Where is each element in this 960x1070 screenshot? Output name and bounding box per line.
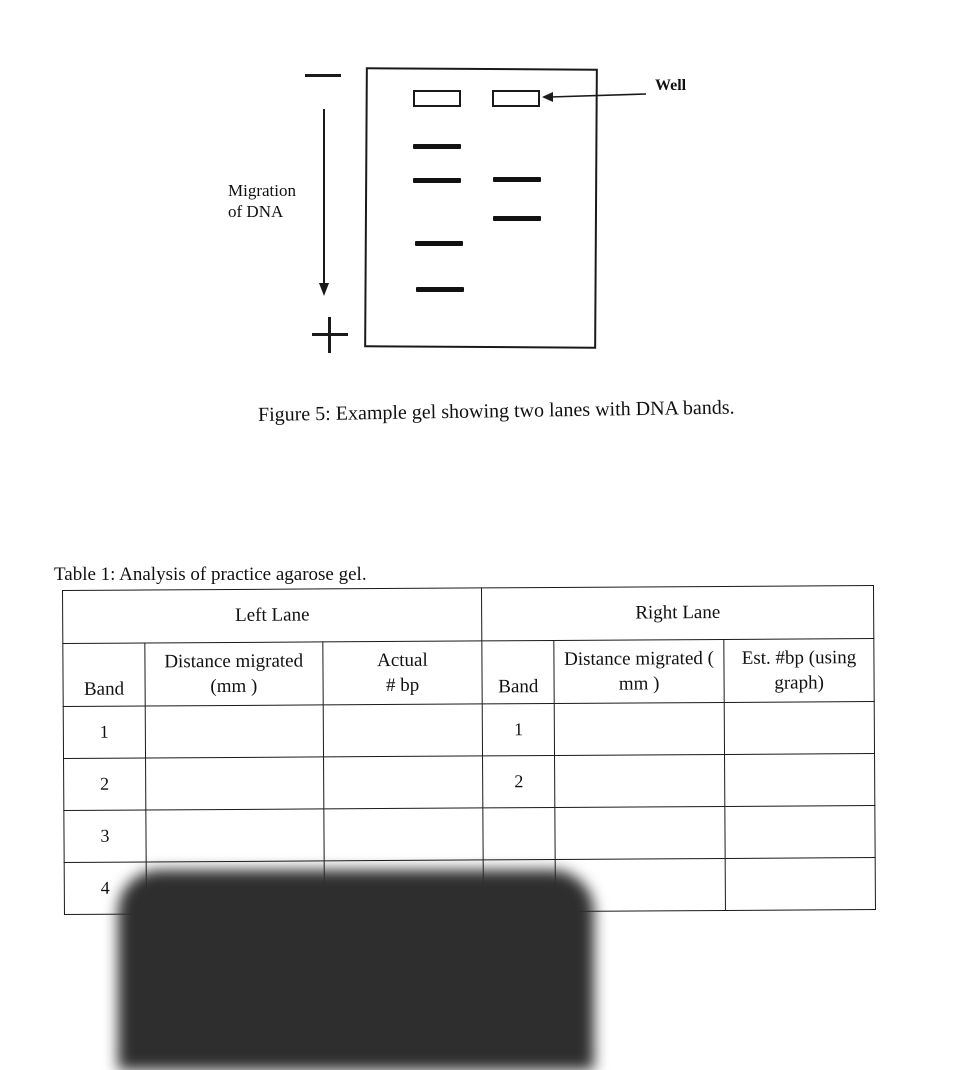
left-distance-cell[interactable] <box>145 705 323 758</box>
left-band-cell: 1 <box>63 706 145 758</box>
left-distance-col-label: Distance migrated (mm ) <box>164 650 304 698</box>
left-band-cell: 3 <box>64 810 146 862</box>
migration-label-line2: of DNA <box>228 202 284 221</box>
table-row <box>64 754 875 811</box>
left-distance-cell[interactable] <box>145 757 323 810</box>
right-est-bp-cell[interactable] <box>725 858 875 911</box>
right-est-bp-cell[interactable] <box>725 754 875 807</box>
right-band-cell: 2 <box>483 755 555 807</box>
positive-electrode-symbol-v <box>328 317 331 353</box>
left-lane-band-2 <box>413 178 461 183</box>
migration-label <box>228 180 296 222</box>
right-lane-header: Right Lane <box>482 586 874 641</box>
left-lane-band-3 <box>415 241 463 246</box>
left-lane-header: Left Lane <box>63 588 483 644</box>
left-band-col-header: Band <box>63 643 145 706</box>
table-title: Table 1: Analysis of practice agarose gel. <box>54 564 367 585</box>
right-lane-band-2 <box>493 216 541 221</box>
left-lane-well <box>413 90 461 107</box>
table-row <box>64 806 875 863</box>
right-band-col-header: Band <box>482 640 554 703</box>
right-lane-well <box>492 90 540 107</box>
lane-header-row <box>63 586 874 644</box>
left-actual-bp-cell[interactable] <box>323 704 483 757</box>
left-distance-cell[interactable] <box>146 809 324 862</box>
negative-electrode-symbol <box>305 74 341 77</box>
right-est-bp-col-header <box>724 639 874 703</box>
right-distance-col-header <box>554 639 724 703</box>
right-band-cell <box>483 807 555 859</box>
left-actual-bp-cell[interactable] <box>324 808 484 861</box>
right-est-bp-col-label: Est. #bp (using graph) <box>741 647 857 694</box>
left-distance-col-header <box>145 642 323 706</box>
right-band-cell: 1 <box>482 703 554 755</box>
figure-caption: Figure 5: Example gel showing two lanes with DNA bands. <box>257 396 735 426</box>
well-pointer-arrow-icon <box>540 86 650 106</box>
left-band-cell: 4 <box>64 862 146 914</box>
migration-label-line1: Migration <box>228 181 296 200</box>
table-row <box>63 702 874 759</box>
right-lane-band-1 <box>493 177 541 182</box>
left-actual-bp-col-label: Actual # bp <box>377 649 428 697</box>
right-est-bp-cell[interactable] <box>724 702 874 755</box>
analysis-table <box>62 585 876 915</box>
left-band-cell: 2 <box>64 758 146 810</box>
right-distance-cell[interactable] <box>555 754 725 807</box>
right-distance-cell[interactable] <box>555 806 725 859</box>
shadow-overlay <box>118 870 594 1070</box>
well-label: Well <box>655 77 687 94</box>
left-actual-bp-col-header <box>323 641 483 705</box>
migration-arrow-icon <box>312 105 336 300</box>
right-distance-cell[interactable] <box>554 702 724 755</box>
right-distance-col-label: Distance migrated ( mm ) <box>564 648 714 695</box>
gel-box <box>364 67 598 348</box>
left-actual-bp-cell[interactable] <box>323 756 483 809</box>
right-est-bp-cell[interactable] <box>725 806 875 859</box>
left-lane-band-1 <box>413 144 461 149</box>
left-lane-band-4 <box>416 287 464 292</box>
column-header-row <box>63 639 874 707</box>
